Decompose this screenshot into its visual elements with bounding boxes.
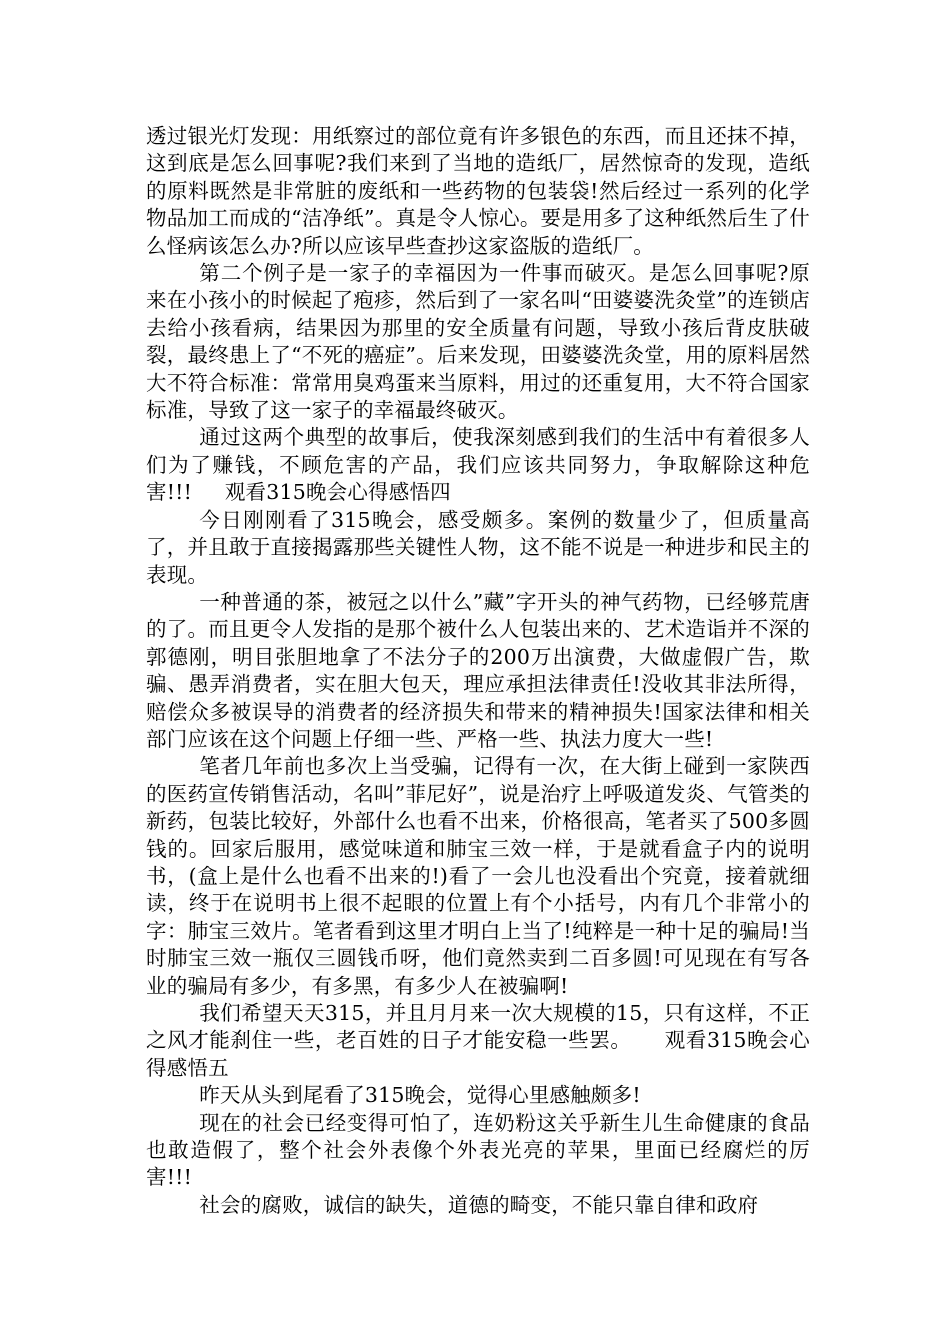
paragraph-9-text: 现在的社会已经变得可怕了，连奶粉这关乎新生儿生命健康的食品也敢造假了，整个社会外表像个外表光亮的苹果，里面已经腐烂的厉害!!!: [146, 1110, 810, 1190]
paragraph-9: [146, 1110, 810, 1192]
paragraph-2: [146, 260, 810, 424]
paragraph-6-text: 笔者几年前也多次上当受骗，记得有一次，在大街上碰到一家陕西的医药宣传销售活动，名叫”菲尼好”，说是治疗上呼吸道发炎、气管类的新药，包装比较好，外部什么也看不出来，价格很高，笔者买了500多圆钱的。回家后服用，感觉味道和肺宝三效一样，于是就看盒子内的说明书，(盒上是什么也看不出来的!)看了一会儿也没看出个究竟，接着就细读，终于在说明书上很不起眼的位置上有个小括号，内有几个非常小的字：肺宝三效片。笔者看到这里才明白上当了!纯粹是一种十足的骗局!当时肺宝三效一瓶仅三圆钱币呀，他们竟然卖到二百多圆!可见现在有写各业的骗局有多少，有多黑，有多少人在被骗啊!: [146, 754, 810, 998]
section-heading-4: 观看315晚会心得感悟四: [224, 480, 451, 505]
section-heading-5: 观看315晚会心得感悟五: [146, 1028, 810, 1080]
paragraph-7: [146, 1000, 810, 1082]
paragraph-8-text: 昨天从头到尾看了315晚会，觉得心里感触颇多!: [199, 1083, 641, 1108]
paragraph-6: [146, 753, 810, 1000]
paragraph-4-text: 今日刚刚看了315晚会，感受颇多。案例的数量少了，但质量高了，并且敢于直接揭露那些关键性人物，这不能不说是一种进步和民主的表现。: [146, 507, 810, 587]
paragraph-7-text: 我们希望天天315，并且月月来一次大规模的15，只有这样，不正之风才能刹住一些，老百姓的日子才能安稳一些罢。: [146, 1001, 810, 1053]
paragraph-3: [146, 424, 810, 506]
paragraph-10-text: 社会的腐败，诚信的缺失，道德的畸变，不能只靠自律和政府: [199, 1192, 759, 1217]
paragraph-4: [146, 507, 810, 589]
paragraph-1-text: 透过银光灯发现：用纸察过的部位竟有许多银色的东西，而且还抹不掉，这到底是怎么回事呢?我们来到了当地的造纸厂，居然惊奇的发现，造纸的原料既然是非常脏的废纸和一些药物的包装袋!然后经过一系列的化学物品加工而成的“洁净纸”。真是令人惊心。要是用多了这种纸然后生了什么怪病该怎么办?所以应该早些查抄这家盗版的造纸厂。: [146, 124, 810, 258]
paragraph-1: [146, 123, 810, 260]
paragraph-5-text: 一种普通的茶，被冠之以什么”藏”字开头的神气药物，已经够荒唐的了。而且更令人发指的是那个被什么人包装出来的、艺术造诣并不深的郭德刚，明目张胆地拿了不法分子的200万出演费，大做虚假广告，欺骗、愚弄消费者，实在胆大包天，理应承担法律责任!没收其非法所得，赔偿众多被误导的消费者的经济损失和带来的精神损失!国家法律和相关部门应该在这个问题上仔细一些、严格一些、执法力度大一些!: [146, 589, 810, 751]
document-body: [146, 123, 810, 1219]
paragraph-5: [146, 589, 810, 753]
paragraph-2-text: 第二个例子是一家子的幸福因为一件事而破灭。是怎么回事呢?原来在小孩小的时候起了疱疹，然后到了一家名叫“田婆婆洗灸堂”的连锁店去给小孩看病，结果因为那里的安全质量有问题，导致小孩后背皮肤破裂，最终患上了“不死的癌症”。后来发现，田婆婆洗灸堂，用的原料居然大不符合标准：常常用臭鸡蛋来当原料，用过的还重复用，大不符合国家标准，导致了这一家子的幸福最终破灭。: [146, 261, 810, 423]
paragraph-3-text: 通过这两个典型的故事后，使我深刻感到我们的生活中有着很多人们为了赚钱，不顾危害的产品，我们应该共同努力，争取解除这种危害!!!: [146, 425, 810, 505]
paragraph-8: [146, 1082, 810, 1109]
paragraph-10: [146, 1192, 810, 1219]
